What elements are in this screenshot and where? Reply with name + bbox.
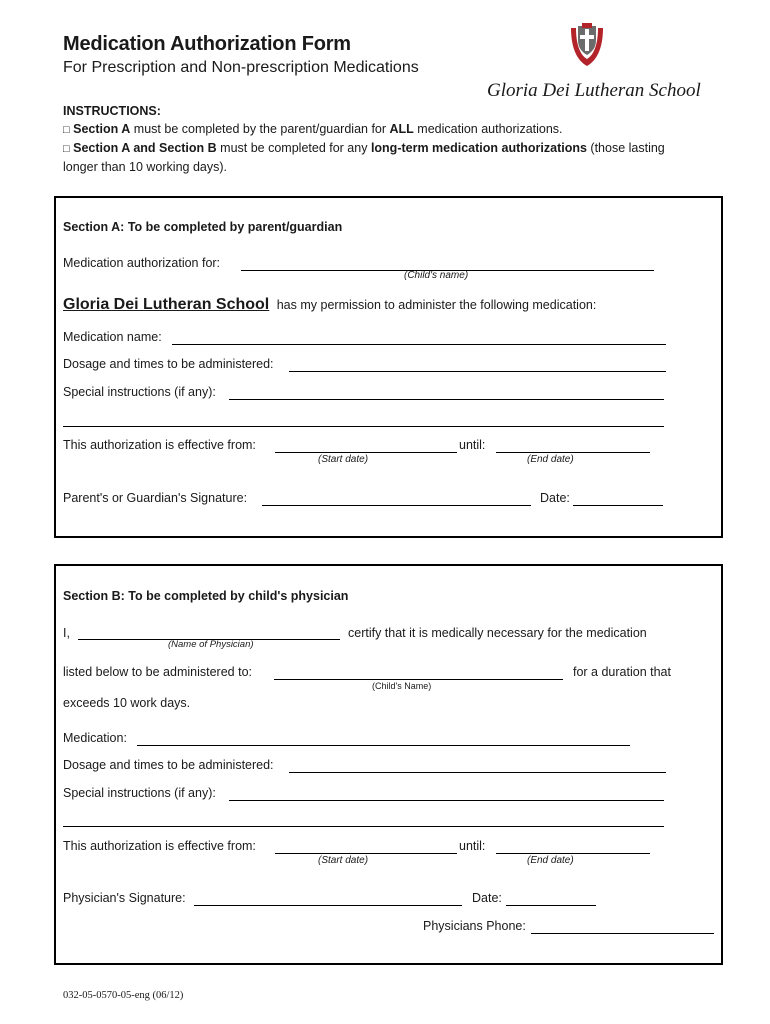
dosage-field-b[interactable] — [289, 772, 666, 773]
end-date-caption: (End date) — [527, 454, 574, 465]
school-name-inline: Gloria Dei Lutheran School — [63, 296, 270, 313]
exceeds-text: exceeds 10 work days. — [63, 696, 191, 710]
parent-signature-label: Parent's or Guardian's Signature: — [63, 491, 248, 505]
effective-from-label: This authorization is effective from: — [63, 438, 256, 452]
until-label: until: — [459, 438, 486, 452]
instruction-line-2: □ Section A and Section B must be completed for any long-term medication authorizations (those lasting — [63, 141, 665, 155]
start-date-field-b[interactable] — [275, 853, 457, 854]
school-name: Gloria Dei Lutheran School — [487, 80, 701, 101]
physician-signature-field[interactable] — [194, 905, 462, 906]
special-instructions-label-b: Special instructions (if any): — [63, 786, 216, 800]
school-crest-logo-icon — [562, 22, 612, 70]
start-date-caption: (Start date) — [318, 454, 369, 465]
child-name-caption-b: (Child's Name) — [372, 681, 432, 691]
medication-label-b: Medication: — [63, 731, 127, 745]
for-duration-text: for a duration that — [573, 665, 671, 679]
start-date-caption-b: (Start date) — [318, 855, 369, 866]
end-date-caption-b: (End date) — [527, 855, 574, 866]
i-label: I, — [63, 626, 70, 640]
parent-date-label: Date: — [540, 491, 570, 505]
end-date-field[interactable] — [496, 452, 650, 453]
parent-signature-field[interactable] — [262, 505, 531, 506]
checkbox-icon: □ — [63, 143, 70, 155]
childs-name-caption: (Child's name) — [404, 270, 469, 281]
special-instructions-field-b-2[interactable] — [63, 826, 664, 827]
special-instructions-label: Special instructions (if any): — [63, 385, 216, 399]
instructions-heading: INSTRUCTIONS: — [63, 104, 161, 118]
physician-date-label: Date: — [472, 891, 502, 905]
special-instructions-field-b[interactable] — [229, 800, 664, 801]
section-a-heading: Section A: To be completed by parent/guardian — [63, 220, 343, 234]
medication-name-field[interactable] — [172, 344, 666, 345]
section-b-heading: Section B: To be completed by child's physician — [63, 589, 349, 603]
end-date-field-b[interactable] — [496, 853, 650, 854]
start-date-field[interactable] — [275, 452, 457, 453]
dosage-label: Dosage and times to be administered: — [63, 357, 274, 371]
special-instructions-field[interactable] — [229, 399, 664, 400]
listed-below-label: listed below to be administered to: — [63, 665, 252, 679]
instruction-line-1: □ Section A must be completed by the parent/guardian for ALL medication authorizations. — [63, 122, 563, 136]
medication-name-label: Medication name: — [63, 330, 162, 344]
certify-text: certify that it is medically necessary for the medication — [348, 626, 647, 640]
physician-phone-field[interactable] — [531, 933, 714, 934]
until-label-b: until: — [459, 839, 486, 853]
form-code: 032-05-0570-05-eng (06/12) — [63, 990, 184, 1001]
physician-date-field[interactable] — [506, 905, 596, 906]
form-title: Medication Authorization Form — [63, 33, 351, 55]
effective-from-label-b: This authorization is effective from: — [63, 839, 256, 853]
child-name-field-b[interactable] — [274, 679, 563, 680]
medication-field-b[interactable] — [137, 745, 630, 746]
dosage-label-b: Dosage and times to be administered: — [63, 758, 274, 772]
parent-date-field[interactable] — [573, 505, 663, 506]
permission-line: Gloria Dei Lutheran School has my permission to administer the following medication: — [63, 296, 597, 313]
physician-name-caption: (Name of Physician) — [168, 639, 254, 650]
physician-signature-label: Physician's Signature: — [63, 891, 186, 905]
med-auth-for-label: Medication authorization for: — [63, 256, 221, 270]
instruction-line-3: longer than 10 working days). — [63, 160, 227, 174]
dosage-field[interactable] — [289, 371, 666, 372]
checkbox-icon: □ — [63, 124, 70, 136]
form-subtitle: For Prescription and Non-prescription Medications — [63, 59, 419, 76]
physician-phone-label: Physicians Phone: — [423, 919, 526, 933]
special-instructions-field-2[interactable] — [63, 426, 664, 427]
